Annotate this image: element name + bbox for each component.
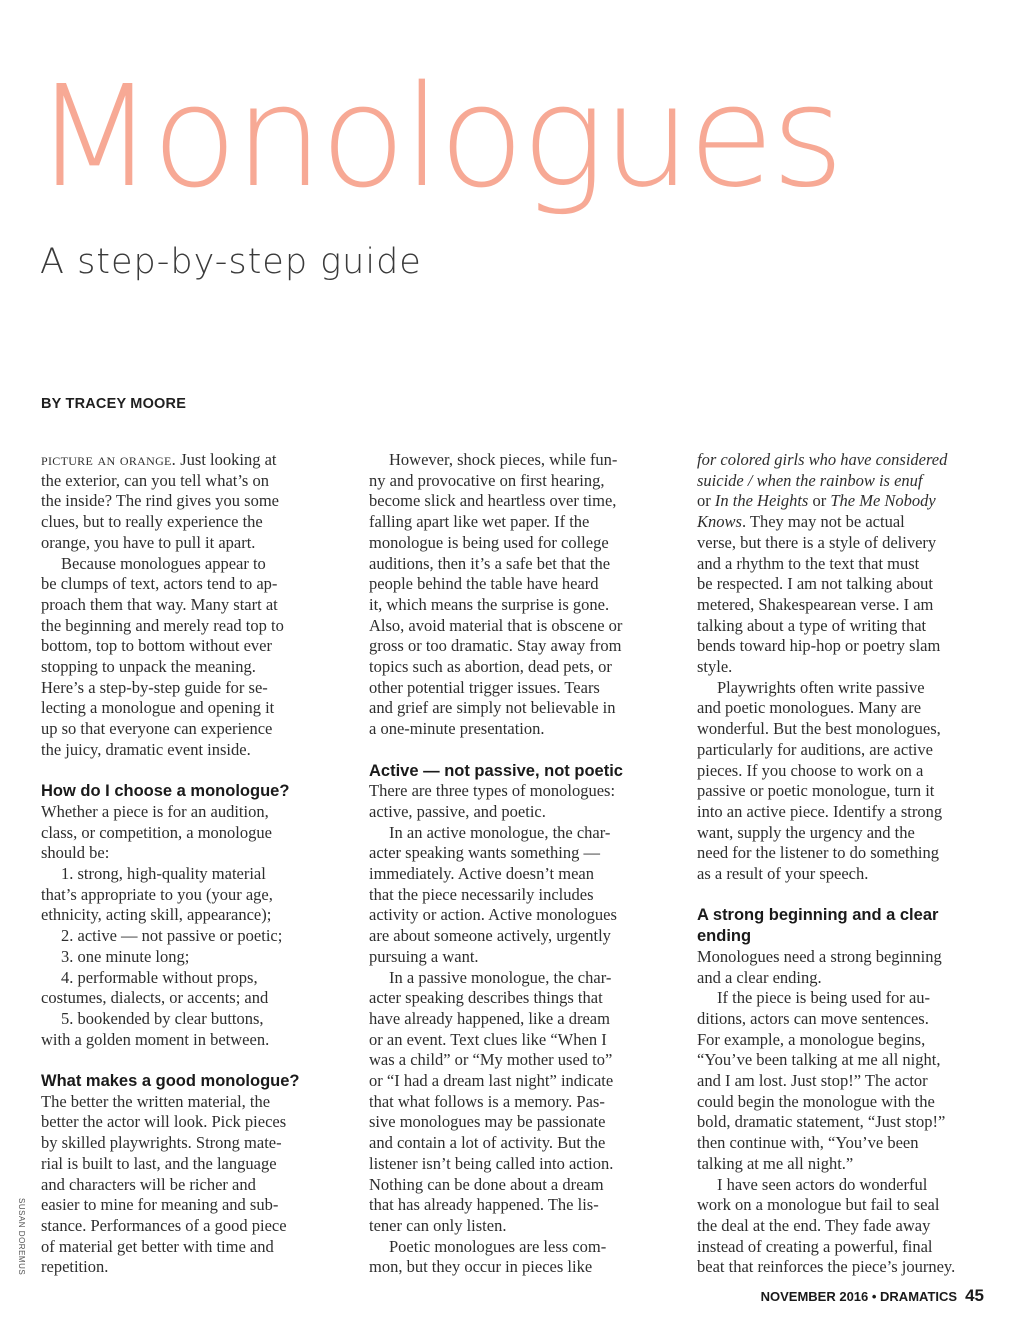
text-line: verse, but there is a style of delivery [697,532,937,552]
text-line: talking about a type of writing that [697,615,927,635]
text-line: was a child” or “My mother used to” [369,1050,613,1070]
play-title: In the Heights [714,491,809,511]
text-line: ethnicity, acting skill, appearance); [41,905,272,925]
text-line: costumes, dialects, or accents; and [41,988,269,1008]
text-line: Nothing can be done about a dream [369,1174,604,1194]
text-line: become slick and heartless over time, [369,491,617,511]
text-line: are about someone actively, urgently [369,926,611,946]
text-line: have already happened, like a dream [369,1008,610,1028]
list-item: 3. one minute long; [61,946,190,966]
text-line: be respected. I am not talking about [697,574,933,594]
text-line: Whether a piece is for an audition, [41,801,269,821]
text-line: Poetic monologues are less com- [389,1236,607,1256]
text-line: tener can only listen. [369,1216,507,1235]
text-line: Also, avoid material that is obscene or [369,615,623,635]
text-line: sive monologues may be passionate [369,1112,606,1132]
text-line: proach them that way. Many start at [41,594,278,614]
text-line: or “I had a dream last night” indicate [369,1071,614,1091]
text-line: a one-minute presentation. [369,719,545,739]
text-line [697,450,989,471]
play-title: The Me Nobody [830,491,936,511]
text-line: active, passive, and poetic. [369,801,546,821]
photo-credit: SUSAN DOREMUS [17,1198,26,1276]
text-line: pursuing a want. [369,946,479,966]
list-item: 1. strong, high-quality material [61,864,266,884]
text-line: falling apart like wet paper. If the [369,512,590,532]
text-line: wonderful. But the best monologues, [697,719,941,739]
text-line: that what follows is a memory. Pas- [369,1091,605,1111]
text-line: picture an orange. Just looking at [41,450,277,469]
text-line: other potential trigger issues. Tears [369,677,600,697]
text-line: could begin the monologue with the [697,1091,935,1111]
text-line: mon, but they occur in pieces like [369,1257,593,1277]
text-line: that has already happened. The lis- [369,1195,599,1215]
text-line: I have seen actors do wonderful [717,1174,928,1194]
text-line: instead of creating a powerful, final [697,1236,933,1256]
text-line: monologue is being used for college [369,532,609,552]
text-line: with a golden moment in between. [41,1029,270,1049]
text-line: better the actor will look. Pick pieces [41,1112,287,1132]
text-line: rial is built to last, and the language [41,1153,277,1173]
text-line: the deal at the end. They fade away [697,1216,931,1235]
page-title: Monologues [34,56,842,219]
page-number: 45 [965,1286,984,1305]
text-line: metered, Shakespearean verse. I am [697,594,934,614]
text-line: If the piece is being used for au- [717,988,931,1008]
list-item: 2. active — not passive or poetic; [61,926,283,946]
text-line: particularly for auditions, are active [697,739,933,759]
text-line: and contain a lot of activity. But the [369,1133,606,1153]
text-line: then continue with, “You’ve been [697,1133,919,1153]
text-line: that the piece necessarily includes [369,884,594,904]
text-line: passive or poetic monologue, turn it [697,781,935,801]
text-line: bold, dramatic statement, “Just stop!” [697,1112,946,1132]
text-line: easier to mine for meaning and sub- [41,1195,279,1215]
text-line: should be: [41,843,110,863]
text-line: stopping to unpack the meaning. [41,657,256,677]
text-line: lecting a monologue and opening it [41,698,275,718]
text-line: Because monologues appear to [61,553,266,573]
play-title: for colored girls who have considered [697,450,948,469]
text-line: the exterior, can you tell what’s on [41,470,269,490]
text-line: as a result of your speech. [697,864,869,884]
section-heading: ending [697,927,752,946]
text-line: listener isn’t being called into action. [369,1153,614,1173]
text-line: style. [697,657,733,677]
text-line: clues, but to really experience the [41,512,263,532]
text-line: bends toward hip-hop or poetry slam [697,636,941,656]
list-item: 5. bookended by clear buttons, [61,1008,264,1028]
text-line: by skilled playwrights. Strong mate- [41,1133,282,1153]
lead-in: picture an orange. [41,450,177,469]
text-line: activity or action. Active monologues [369,905,617,925]
page-subtitle: A step-by-step guide [40,242,422,282]
section-heading: What makes a good monologue? [41,1072,300,1091]
text-line: immediately. Active doesn’t mean [369,864,594,884]
section-heading: Active — not passive, not poetic [369,761,623,780]
column-1 [41,450,331,1278]
text-line: the beginning and merely read top to [41,615,284,635]
text-line: orange, you have to pull it apart. [41,532,256,552]
text-line: talking at me all night.” [697,1153,854,1173]
text-line: Knows. They may not be actual [697,512,905,532]
column-2 [369,450,661,1278]
text-line: In a passive monologue, the char- [389,967,612,987]
text-line: Playwrights often write passive [717,677,925,697]
text-line: beat that reinforces the piece’s journey. [697,1257,956,1277]
text-line: Here’s a step-by-step guide for se- [41,677,268,697]
text-line: Monologues need a strong beginning [697,946,942,966]
text-line: work on a monologue but fail to seal [697,1195,940,1215]
text-line: up so that everyone can experience [41,719,273,739]
text-line: of material get better with time and [41,1236,274,1256]
text-line: The better the written material, the [41,1091,271,1111]
text-line: ny and provocative on first hearing, [369,470,605,490]
text-line: auditions, then it’s a safe bet that the [369,553,611,573]
text-line: or an event. Text clues like “When I [369,1029,607,1049]
text-line [697,471,989,492]
text-line: and poetic monologues. Many are [697,698,922,718]
section-heading: A strong beginning and a clear [697,906,939,925]
text-line: bottom, top to bottom without ever [41,636,272,656]
text-line: class, or competition, a monologue [41,822,272,842]
byline: BY TRACEY MOORE [41,396,187,412]
text-line: acter speaking describes things that [369,988,603,1008]
text-line: and grief are simply not believable in [369,698,616,718]
text-line: people behind the table have heard [369,574,599,594]
text-line: that’s appropriate to you (your age, [41,884,273,904]
text-line: stance. Performances of a good piece [41,1215,287,1235]
text-line: “You’ve been talking at me all night, [697,1050,941,1070]
text-line: want, supply the urgency and the [697,822,915,842]
section-heading: How do I choose a monologue? [41,782,290,801]
issue-label: NOVEMBER 2016 • DRAMATICS [760,1289,958,1304]
text-line: In an active monologue, the char- [389,822,611,842]
text-line: For example, a monologue begins, [697,1029,926,1049]
text-line: However, shock pieces, while fun- [389,450,618,469]
text-line: pieces. If you choose to work on a [697,760,924,780]
page-footer [761,1286,984,1306]
text-line: and a rhythm to the text that must [697,553,920,573]
text-line: acter speaking wants something — [369,843,600,863]
text-line: and a clear ending. [697,967,822,987]
text-line: be clumps of text, actors tend to ap- [41,574,278,594]
column-3 [697,450,989,1278]
text-line: There are three types of monologues: [369,781,616,801]
text-line: and characters will be richer and [41,1174,256,1194]
text-line: ditions, actors can move sentences. [697,1008,929,1028]
text-line: or In the Heights or The Me Nobody [697,491,936,511]
play-title: suicide / when the rainbow is enuf [697,470,923,490]
text-line: and I am lost. Just stop!” The actor [697,1071,928,1091]
text-line: the inside? The rind gives you some [41,491,279,511]
text-line: repetition. [41,1257,109,1277]
text-line: the juicy, dramatic event inside. [41,739,251,759]
list-item: 4. performable without props, [61,967,258,987]
play-title: Knows [697,512,742,532]
text-line: it, which means the surprise is gone. [369,594,610,614]
text-line: topics such as abortion, dead pets, or [369,657,612,677]
text-line: gross or too dramatic. Stay away from [369,636,622,656]
text-line: need for the listener to do something [697,843,939,863]
text-line: into an active piece. Identify a strong [697,801,943,821]
